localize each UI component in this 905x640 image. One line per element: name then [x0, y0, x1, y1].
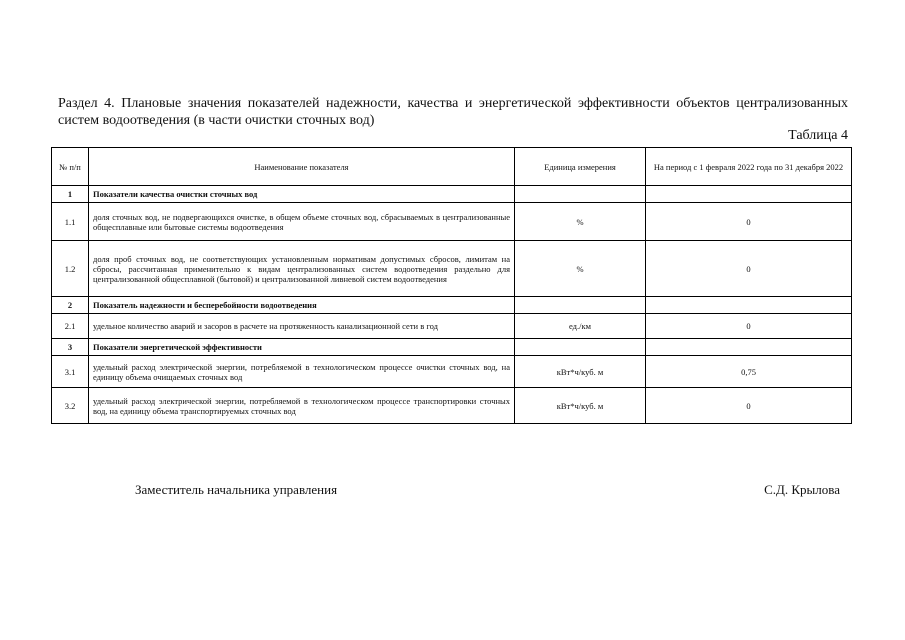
row-num: 1.1 [52, 203, 89, 241]
section-unit-cell [515, 339, 646, 356]
section-title: Показатели энергетической эффективности [89, 339, 515, 356]
section-unit-cell [515, 297, 646, 314]
section-row [52, 297, 852, 314]
row-num: 1.2 [52, 241, 89, 297]
row-unit: % [515, 241, 646, 297]
row-unit: % [515, 203, 646, 241]
section-num: 3 [52, 339, 89, 356]
row-value: 0 [646, 314, 852, 339]
header-period: На период с 1 февраля 2022 года по 31 декабря 2022 [646, 148, 852, 186]
section-num: 1 [52, 186, 89, 203]
indicators-table [51, 147, 852, 424]
table-row [52, 203, 852, 241]
row-num: 3.2 [52, 388, 89, 424]
table-header-row [52, 148, 852, 186]
row-indicator: удельное количество аварий и засоров в расчете на протяженность канализационной сети в год [89, 314, 515, 339]
section-num: 2 [52, 297, 89, 314]
header-unit: Единица измерения [515, 148, 646, 186]
table-row [52, 356, 852, 388]
section-heading: Раздел 4. Плановые значения показателей надежности, качества и энергетической эффективности объектов централизованных систем водоотведения (в части очистки сточных вод) [58, 96, 848, 128]
section-unit-cell [515, 186, 646, 203]
signer-position: Заместитель начальника управления [135, 482, 338, 497]
row-value: 0 [646, 203, 852, 241]
section-title: Показатели качества очистки сточных вод [89, 186, 515, 203]
table-row [52, 314, 852, 339]
row-indicator: доля сточных вод, не подвергающихся очистке, в общем объеме сточных вод, сбрасываемых в централизованные общесплавные или бытовые системы водоотведения [89, 203, 515, 241]
table-caption: Таблица 4 [788, 128, 848, 143]
row-indicator: удельный расход электрической энергии, потребляемой в технологическом процессе транспортировки сточных вод, на единицу объема транспортируемых сточных вод [89, 388, 515, 424]
signer-name: С.Д. Крылова [764, 482, 840, 497]
row-num: 3.1 [52, 356, 89, 388]
section-row [52, 339, 852, 356]
section-value-cell [646, 186, 852, 203]
section-row [52, 186, 852, 203]
row-value: 0 [646, 241, 852, 297]
row-value: 0 [646, 388, 852, 424]
section-value-cell [646, 297, 852, 314]
section-value-cell [646, 339, 852, 356]
table-row [52, 388, 852, 424]
table-row [52, 241, 852, 297]
row-unit: кВт*ч/куб. м [515, 388, 646, 424]
row-indicator: доля проб сточных вод, не соответствующих установленным нормативам допустимых сбросов, лимитам на сбросы, рассчитанная применительно к видам централизованных систем водоотведения раздельно для централизованной общесплавной (бытовой) и централизованной ливневой систем водоотведения [89, 241, 515, 297]
row-num: 2.1 [52, 314, 89, 339]
row-unit: кВт*ч/куб. м [515, 356, 646, 388]
row-unit: ед./км [515, 314, 646, 339]
row-indicator: удельный расход электрической энергии, потребляемой в технологическом процессе очистки сточных вод, на единицу объема очищаемых сточных вод [89, 356, 515, 388]
section-title: Показатель надежности и бесперебойности водоотведения [89, 297, 515, 314]
header-num: № п/п [52, 148, 89, 186]
header-name: Наименование показателя [89, 148, 515, 186]
row-value: 0,75 [646, 356, 852, 388]
